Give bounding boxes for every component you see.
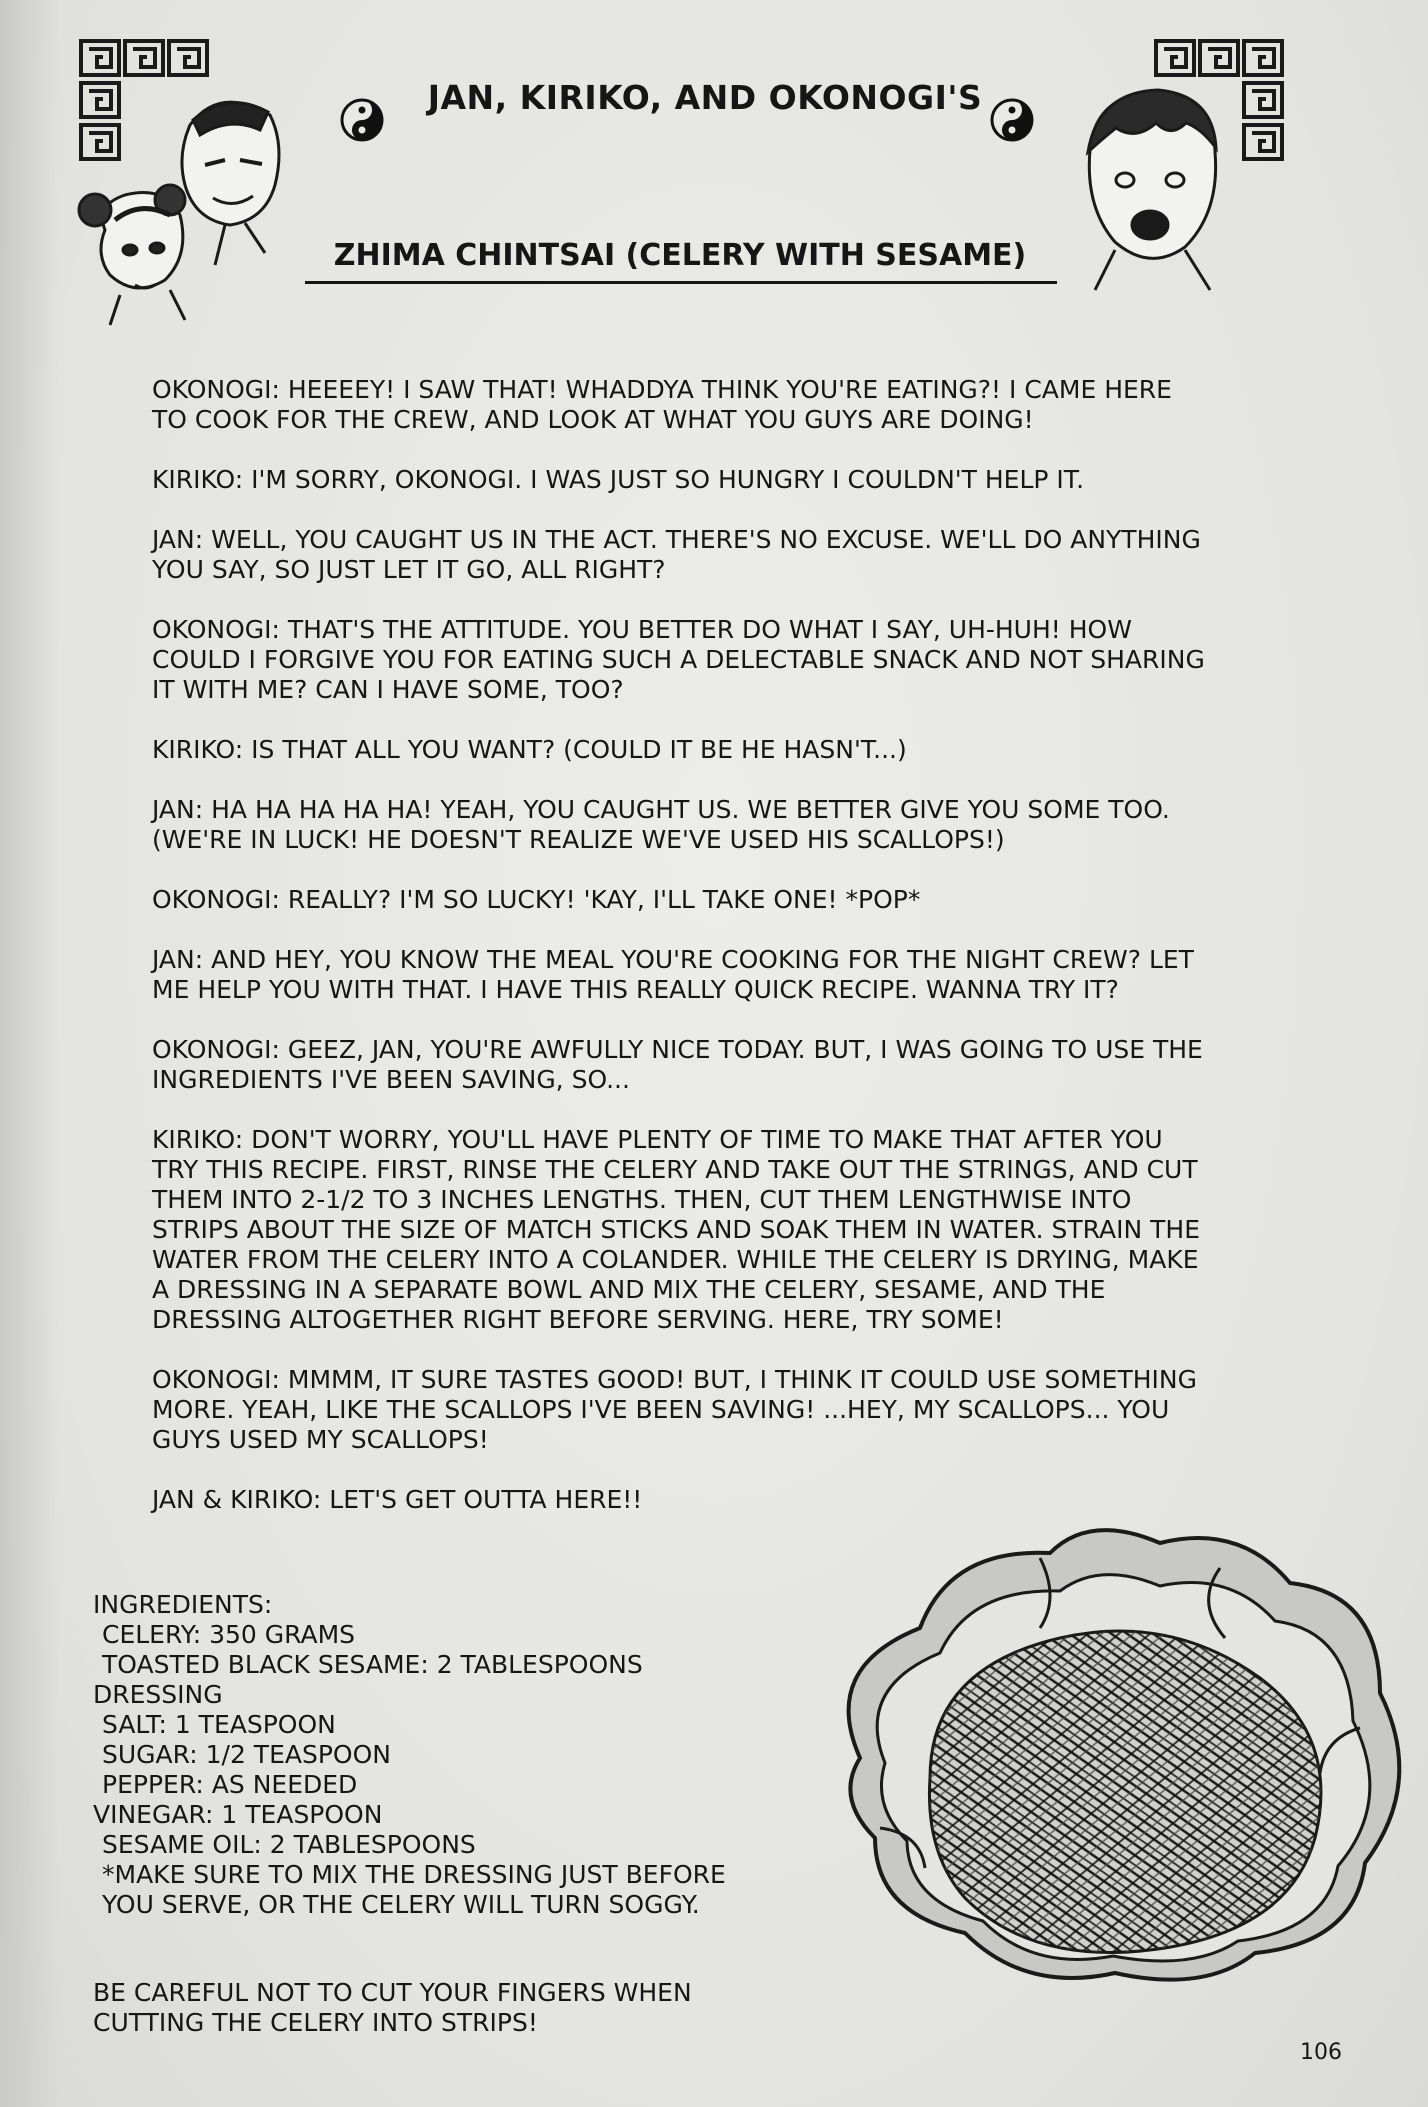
safety-warning: BE CAREFUL NOT TO CUT YOUR FINGERS WHEN CUTTING THE CELERY INTO STRIPS! <box>93 1978 692 2037</box>
dressing-note: *MAKE SURE TO MIX THE DRESSING JUST BEFORE YOU SERVE, OR THE CELERY WILL TURN SOGGY. <box>102 1860 726 1919</box>
ingredient-item: SUGAR: 1/2 TEASPOON <box>102 1740 391 1769</box>
recipe-subtitle: ZHIMA CHINTSAI (CELERY WITH SESAME) <box>333 238 1027 273</box>
dressing-heading: DRESSING <box>93 1680 223 1709</box>
character-portraits-kiriko-and-jan <box>75 80 295 330</box>
ingredient-item: SALT: 1 TEASPOON <box>102 1710 336 1739</box>
dialogue-line: OKONOGI: MMMM, IT SURE TASTES GOOD! BUT, I THINK IT COULD USE SOMETHING MORE. YEAH, LIKE THE SCALLOPS I'VE BEEN SAVING! ...HEY, MY SCALLOPS... YOU GUYS USED MY SCALLOPS! <box>152 1365 1197 1454</box>
character-portrait-okonogi <box>1060 80 1240 300</box>
dialogue-line: JAN: AND HEY, YOU KNOW THE MEAL YOU'RE COOKING FOR THE NIGHT CREW? LET ME HELP YOU WITH THAT. I HAVE THIS REALLY QUICK RECIPE. WANNA TRY IT? <box>152 945 1194 1004</box>
dialogue-line: OKONOGI: HEEEEY! I SAW THAT! WHADDYA THINK YOU'RE EATING?! I CAME HERE TO COOK FOR THE CREW, AND LOOK AT WHAT YOU GUYS ARE DOING! <box>152 375 1172 434</box>
dialogue-line: JAN & KIRIKO: LET'S GET OUTTA HERE!! <box>152 1485 643 1514</box>
ingredient-item: CELERY: 350 GRAMS <box>102 1620 356 1649</box>
page-title: JAN, KIRIKO, AND OKONOGI'S <box>427 78 983 117</box>
ingredient-item: VINEGAR: 1 TEASPOON <box>93 1800 383 1829</box>
dialogue-line: JAN: WELL, YOU CAUGHT US IN THE ACT. THERE'S NO EXCUSE. WE'LL DO ANYTHING YOU SAY, SO JUST LET IT GO, ALL RIGHT? <box>152 525 1201 584</box>
subtitle-underline <box>305 281 1057 284</box>
dialogue-line: KIRIKO: DON'T WORRY, YOU'LL HAVE PLENTY OF TIME TO MAKE THAT AFTER YOU TRY THIS RECIPE. FIRST, RINSE THE CELERY AND TAKE OUT THE STRINGS, AND CUT THEM INTO 2-1/2 TO 3 INCHES LENGTHS. THEN, CUT THEM LENGTHWISE INTO STRIPS ABOUT THE SIZE OF MATCH STICKS AND SOAK THEM IN WATER. STRAIN THE WATER FROM THE CELERY INTO A COLANDER. WHILE THE CELERY IS DRYING, MAKE A DRESSING IN A SEPARATE BOWL AND MIX THE CELERY, SESAME, AND THE DRESSING ALTOGETHER RIGHT BEFORE SERVING. HERE, TRY SOME! <box>152 1125 1201 1334</box>
ingredient-item: PEPPER: AS NEEDED <box>102 1770 358 1799</box>
dialogue-line: OKONOGI: REALLY? I'M SO LUCKY! 'KAY, I'LL TAKE ONE! *POP* <box>152 885 921 914</box>
ingredient-item: TOASTED BLACK SESAME: 2 TABLESPOONS <box>102 1650 643 1679</box>
dialogue-line: OKONOGI: GEEZ, JAN, YOU'RE AWFULLY NICE TODAY. BUT, I WAS GOING TO USE THE INGREDIENTS I'VE BEEN SAVING, SO... <box>152 1035 1203 1094</box>
dialogue-line: JAN: HA HA HA HA HA! YEAH, YOU CAUGHT US. WE BETTER GIVE YOU SOME TOO. (WE'RE IN LUCK! HE DOESN'T REALIZE WE'VE USED HIS SCALLOPS!) <box>152 795 1170 854</box>
dialogue-line: KIRIKO: I'M SORRY, OKONOGI. I WAS JUST SO HUNGRY I COULDN'T HELP IT. <box>152 465 1085 494</box>
dialogue-line: OKONOGI: THAT'S THE ATTITUDE. YOU BETTER DO WHAT I SAY, UH-HUH! HOW COULD I FORGIVE YOU FOR EATING SUCH A DELECTABLE SNACK AND NOT SHARING IT WITH ME? CAN I HAVE SOME, TOO? <box>152 615 1205 704</box>
dialogue-line: KIRIKO: IS THAT ALL YOU WANT? (COULD IT BE HE HASN'T...) <box>152 735 907 764</box>
ingredient-item: SESAME OIL: 2 TABLESPOONS <box>102 1830 476 1859</box>
page-number: 106 <box>1300 2040 1342 2065</box>
spine-shadow <box>0 0 60 2107</box>
dialogue-section <box>152 375 1212 1545</box>
ingredients-list <box>93 1590 773 1920</box>
celery-dish-illustration <box>800 1528 1425 2008</box>
ingredients-heading: INGREDIENTS: <box>93 1590 273 1619</box>
